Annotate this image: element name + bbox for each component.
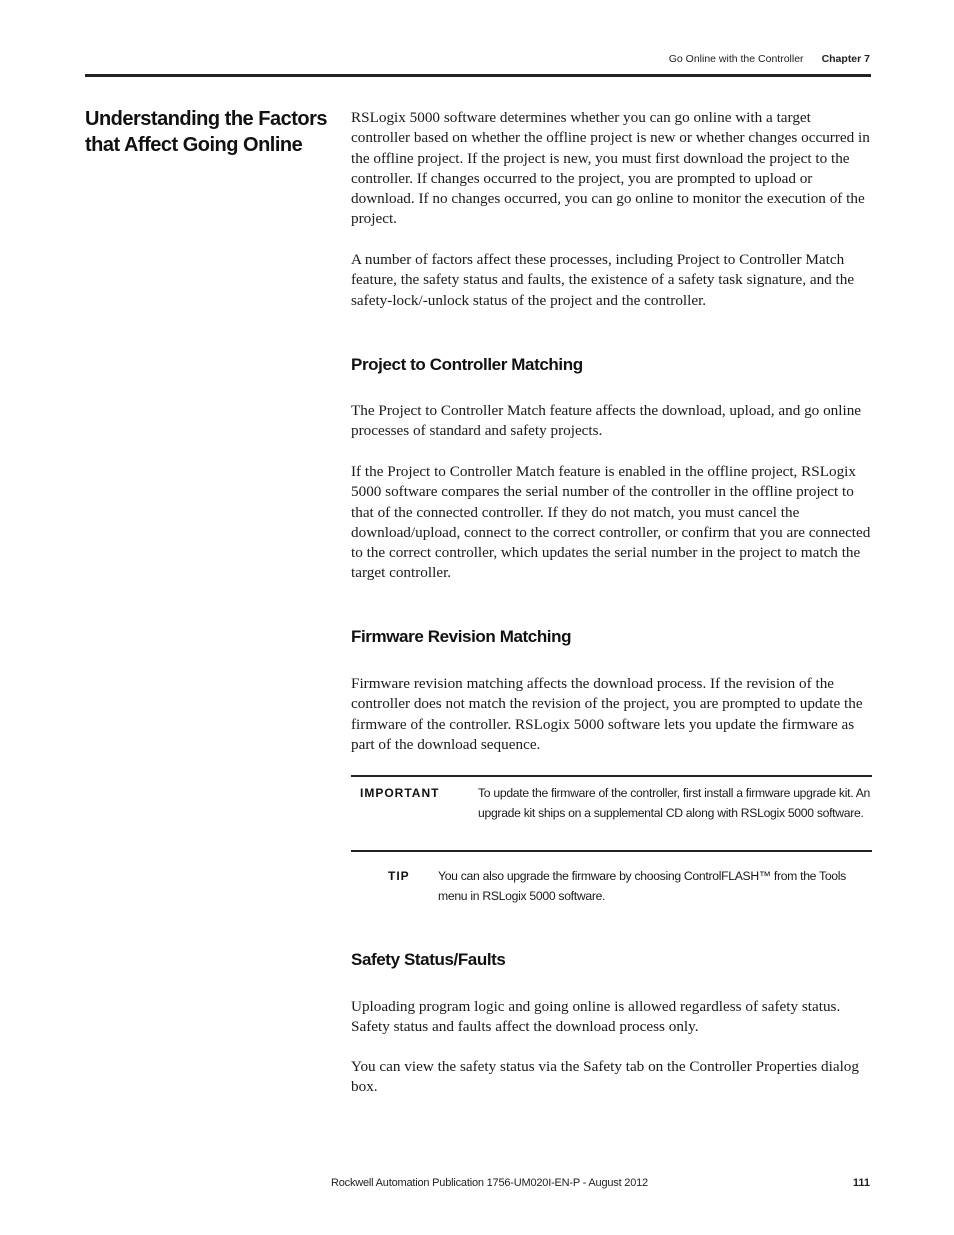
safety-text-2: You can view the safety status via the Safety tab on the Controller Properties dialog box. (351, 1058, 859, 1096)
firmware-heading-wrap (351, 627, 871, 647)
safety-heading-wrap (351, 950, 871, 970)
tip-label: TIP (388, 869, 410, 883)
safety-paragraph-1 (351, 997, 871, 1038)
firmware-text: Firmware revision matching affects the download process. If the revision of the controller does not match the revision of the project, you are prompted to update the firmware of the controller. RSLogix 5000 software lets you update the firmware as part of the download sequence. (351, 675, 863, 753)
firmware-heading: Firmware Revision Matching (351, 627, 572, 646)
header-rule (85, 74, 871, 77)
project-matching-heading-wrap (351, 355, 871, 375)
intro-paragraph-1 (351, 108, 871, 230)
project-matching-text-2: If the Project to Controller Match feature is enabled in the offline project, RSLogix 5000 software compares the serial number of the controller in the offline project to that of the connected controller. If they do not match, you must cancel the download/upload, connect to the correct controller, or confirm that you are connected to the correct controller, which updates the serial number in the project to match the target controller. (351, 463, 871, 582)
project-matching-heading: Project to Controller Matching (351, 355, 583, 374)
intro-paragraph-2 (351, 250, 871, 311)
running-header (669, 53, 870, 65)
header-chapter: Chapter 7 (821, 53, 870, 65)
safety-text-1: Uploading program logic and going online is allowed regardless of safety status. Safety status and faults affect the download process only. (351, 998, 841, 1036)
important-text: To update the firmware of the controller, first install a firmware upgrade kit. An upgrade kit ships on a supplemental CD along with RSLogix 5000 software. (478, 786, 870, 820)
safety-heading: Safety Status/Faults (351, 950, 506, 969)
important-note (351, 775, 872, 852)
intro-text-1: RSLogix 5000 software determines whether you can go online with a target controller based on whether the offline project is new or whether changes occurred in the offline project. If the project is new, you must first download the project to the controller. If changes occurred to the project, you are prompted to upload or download. If no changes occurred, you can go online to monitor the execution of the project. (351, 109, 870, 228)
safety-paragraph-2 (351, 1057, 871, 1098)
firmware-paragraph (351, 674, 871, 755)
header-section: Go Online with the Controller (668, 53, 804, 65)
project-matching-paragraph-2 (351, 462, 871, 584)
section-heading: Understanding the Factors that Affect Going Online (85, 108, 327, 156)
project-matching-text-1: The Project to Controller Match feature affects the download, upload, and go online processes of standard and safety projects. (351, 402, 862, 440)
page-number: 111 (852, 1177, 870, 1189)
important-label: IMPORTANT (360, 786, 440, 800)
tip-text: You can also upgrade the firmware by choosing ControlFLASH™ from the Tools menu in RSLogix 5000 software. (438, 869, 846, 903)
footer-publication: Rockwell Automation Publication 1756-UM020I-EN-P - August 2012 (331, 1177, 648, 1189)
intro-text-2: A number of factors affect these processes, including Project to Controller Match feature, the safety status and faults, the existence of a safety task signature, and the safety-lock/-unlock status of the project and the controller. (351, 251, 855, 309)
project-matching-paragraph-1 (351, 401, 871, 442)
